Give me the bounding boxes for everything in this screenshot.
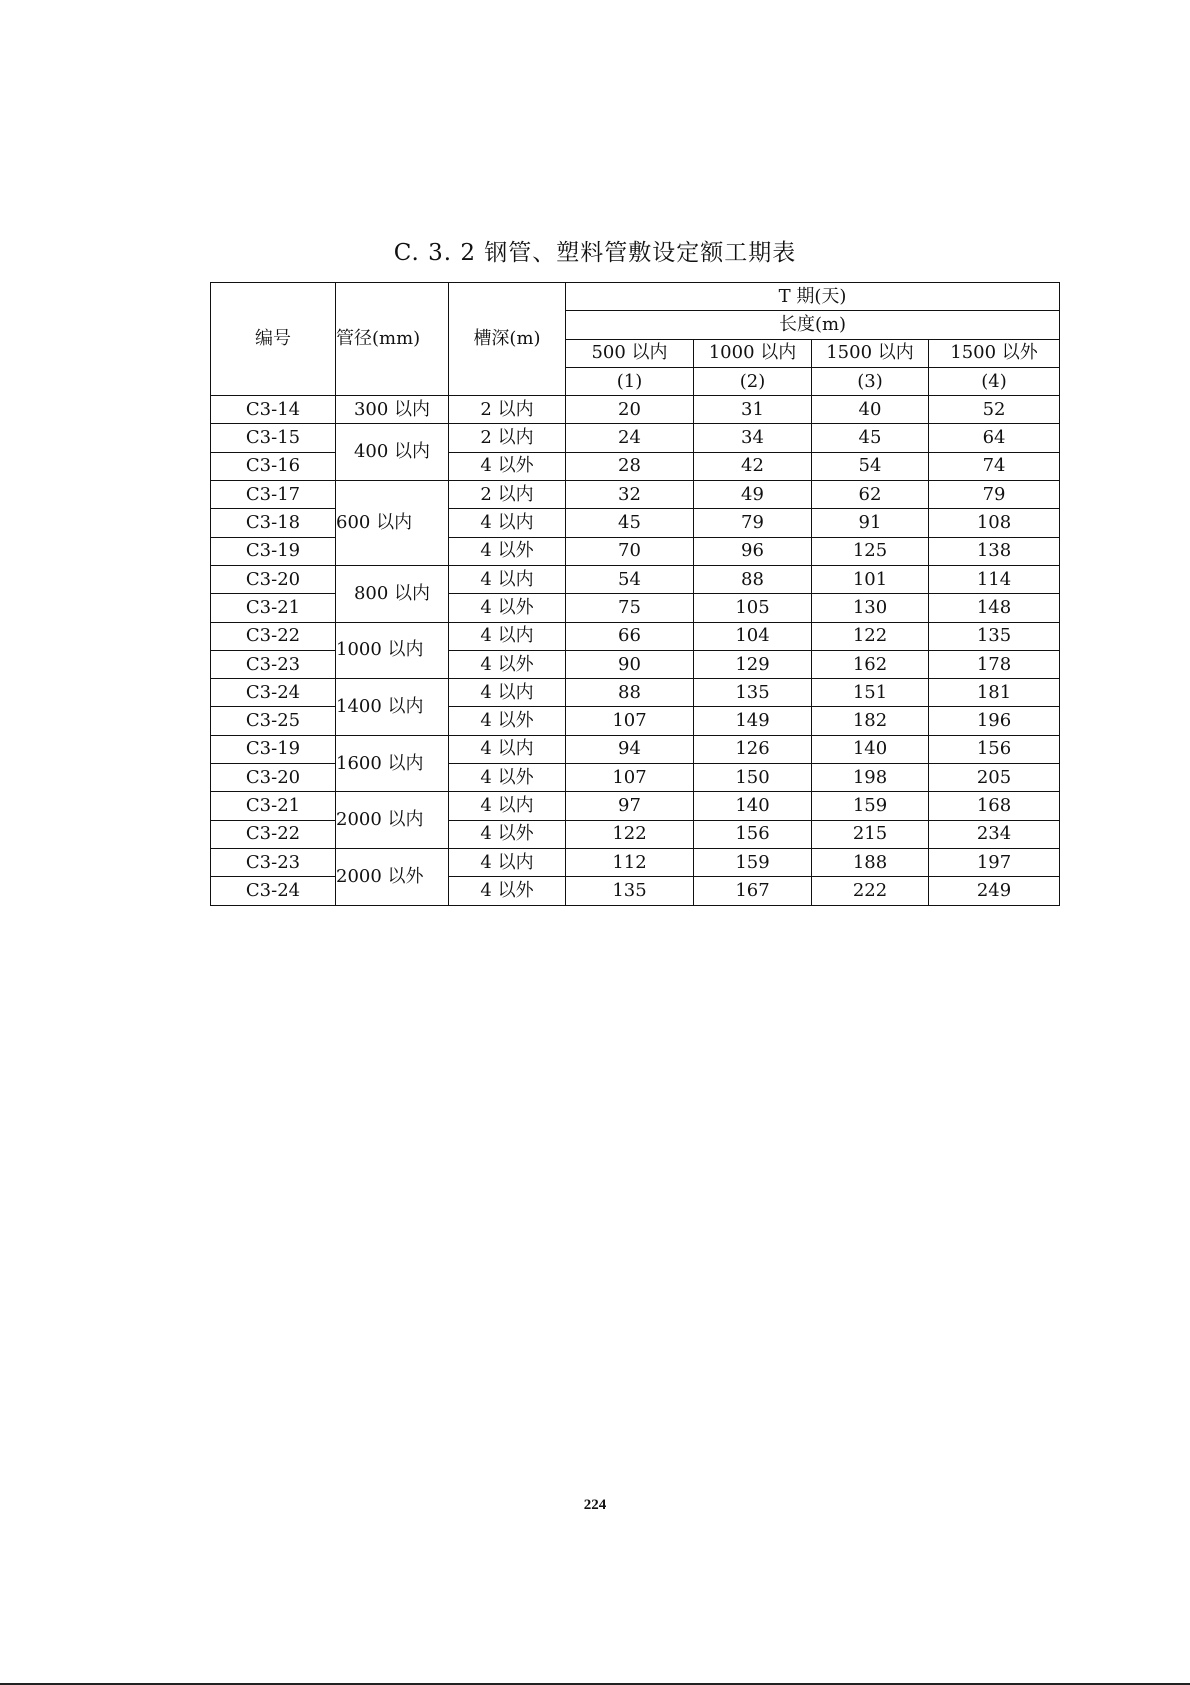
cell-days: 205	[929, 764, 1060, 792]
cell-days: 97	[566, 792, 694, 820]
table-row	[211, 565, 1060, 593]
cell-diameter: 2000 以外	[336, 848, 449, 905]
cell-days: 126	[694, 735, 812, 763]
header-diameter: 管径(mm)	[336, 283, 449, 396]
table-row	[211, 481, 1060, 509]
cell-days: 34	[694, 424, 812, 452]
cell-days: 112	[566, 848, 694, 876]
cell-days: 20	[566, 396, 694, 424]
cell-days: 122	[812, 622, 929, 650]
cell-days: 130	[812, 594, 929, 622]
table-row	[211, 848, 1060, 876]
cell-days: 40	[812, 396, 929, 424]
table-row	[211, 735, 1060, 763]
cell-days: 62	[812, 481, 929, 509]
cell-code: C3-14	[211, 396, 336, 424]
table-title: C. 3. 2 钢管、塑料管敷设定额工期表	[393, 240, 797, 266]
cell-days: 222	[812, 877, 929, 905]
cell-days: 150	[694, 764, 812, 792]
cell-code: C3-20	[211, 764, 336, 792]
cell-diameter: 400 以内	[336, 424, 449, 481]
cell-days: 45	[566, 509, 694, 537]
header-col-number: (4)	[929, 367, 1060, 395]
cell-days: 114	[929, 565, 1060, 593]
cell-code: C3-23	[211, 650, 336, 678]
cell-days: 104	[694, 622, 812, 650]
cell-days: 28	[566, 452, 694, 480]
cell-days: 159	[694, 848, 812, 876]
cell-depth: 4 以外	[449, 650, 566, 678]
cell-days: 148	[929, 594, 1060, 622]
cell-days: 167	[694, 877, 812, 905]
cell-days: 24	[566, 424, 694, 452]
cell-days: 151	[812, 679, 929, 707]
cell-code: C3-24	[211, 877, 336, 905]
cell-depth: 4 以内	[449, 509, 566, 537]
cell-days: 88	[566, 679, 694, 707]
cell-code: C3-20	[211, 565, 336, 593]
cell-days: 135	[694, 679, 812, 707]
cell-days: 140	[812, 735, 929, 763]
cell-depth: 4 以内	[449, 848, 566, 876]
header-col-number: (3)	[812, 367, 929, 395]
cell-code: C3-16	[211, 452, 336, 480]
cell-depth: 4 以外	[449, 537, 566, 565]
cell-days: 75	[566, 594, 694, 622]
cell-code: C3-19	[211, 735, 336, 763]
cell-days: 162	[812, 650, 929, 678]
table-row	[211, 792, 1060, 820]
cell-days: 105	[694, 594, 812, 622]
cell-code: C3-21	[211, 594, 336, 622]
cell-days: 70	[566, 537, 694, 565]
cell-code: C3-15	[211, 424, 336, 452]
header-length-col: 500 以内	[566, 339, 694, 367]
table-body	[211, 396, 1060, 905]
cell-days: 138	[929, 537, 1060, 565]
cell-depth: 4 以内	[449, 792, 566, 820]
cell-code: C3-19	[211, 537, 336, 565]
cell-code: C3-21	[211, 792, 336, 820]
cell-days: 196	[929, 707, 1060, 735]
cell-days: 149	[694, 707, 812, 735]
cell-code: C3-25	[211, 707, 336, 735]
header-col-number: (2)	[694, 367, 812, 395]
cell-diameter: 600 以内	[336, 481, 449, 566]
cell-days: 215	[812, 820, 929, 848]
cell-days: 54	[566, 565, 694, 593]
cell-days: 91	[812, 509, 929, 537]
cell-days: 108	[929, 509, 1060, 537]
header-length: 长度(m)	[566, 311, 1060, 339]
cell-days: 107	[566, 764, 694, 792]
header-code: 编号	[211, 283, 336, 396]
cell-depth: 2 以内	[449, 424, 566, 452]
cell-depth: 2 以内	[449, 396, 566, 424]
cell-diameter: 300 以内	[336, 396, 449, 424]
cell-days: 178	[929, 650, 1060, 678]
cell-code: C3-23	[211, 848, 336, 876]
cell-days: 101	[812, 565, 929, 593]
cell-days: 32	[566, 481, 694, 509]
cell-days: 168	[929, 792, 1060, 820]
cell-depth: 4 以内	[449, 735, 566, 763]
cell-days: 49	[694, 481, 812, 509]
cell-days: 198	[812, 764, 929, 792]
header-length-col: 1000 以内	[694, 339, 812, 367]
header-depth: 槽深(m)	[449, 283, 566, 396]
cell-depth: 4 以外	[449, 820, 566, 848]
cell-diameter: 1000 以内	[336, 622, 449, 679]
cell-diameter: 800 以内	[336, 565, 449, 622]
header-col-number: (1)	[566, 367, 694, 395]
page-number: 224	[583, 1497, 607, 1513]
cell-days: 107	[566, 707, 694, 735]
cell-days: 188	[812, 848, 929, 876]
cell-depth: 4 以外	[449, 707, 566, 735]
cell-days: 125	[812, 537, 929, 565]
table-header	[211, 283, 1060, 396]
cell-days: 234	[929, 820, 1060, 848]
cell-days: 181	[929, 679, 1060, 707]
table-row	[211, 622, 1060, 650]
header-period: T 期(天)	[566, 283, 1060, 311]
cell-days: 159	[812, 792, 929, 820]
cell-days: 42	[694, 452, 812, 480]
cell-code: C3-22	[211, 820, 336, 848]
cell-depth: 4 以内	[449, 622, 566, 650]
table-row	[211, 424, 1060, 452]
cell-days: 79	[694, 509, 812, 537]
cell-diameter: 1400 以内	[336, 679, 449, 736]
cell-days: 156	[929, 735, 1060, 763]
duration-table	[210, 282, 1060, 906]
cell-days: 45	[812, 424, 929, 452]
cell-depth: 4 以内	[449, 565, 566, 593]
cell-depth: 4 以外	[449, 452, 566, 480]
cell-days: 66	[566, 622, 694, 650]
cell-code: C3-24	[211, 679, 336, 707]
cell-depth: 4 以外	[449, 764, 566, 792]
cell-days: 79	[929, 481, 1060, 509]
cell-days: 52	[929, 396, 1060, 424]
cell-depth: 4 以外	[449, 877, 566, 905]
cell-days: 94	[566, 735, 694, 763]
cell-code: C3-18	[211, 509, 336, 537]
cell-days: 129	[694, 650, 812, 678]
cell-days: 140	[694, 792, 812, 820]
cell-days: 88	[694, 565, 812, 593]
cell-days: 96	[694, 537, 812, 565]
cell-days: 135	[929, 622, 1060, 650]
cell-diameter: 2000 以内	[336, 792, 449, 849]
cell-depth: 4 以外	[449, 594, 566, 622]
cell-days: 31	[694, 396, 812, 424]
table-row	[211, 396, 1060, 424]
cell-code: C3-17	[211, 481, 336, 509]
cell-days: 54	[812, 452, 929, 480]
cell-days: 197	[929, 848, 1060, 876]
cell-depth: 2 以内	[449, 481, 566, 509]
header-length-col: 1500 以内	[812, 339, 929, 367]
cell-days: 90	[566, 650, 694, 678]
cell-days: 249	[929, 877, 1060, 905]
cell-days: 74	[929, 452, 1060, 480]
cell-code: C3-22	[211, 622, 336, 650]
cell-depth: 4 以内	[449, 679, 566, 707]
cell-days: 64	[929, 424, 1060, 452]
cell-days: 122	[566, 820, 694, 848]
cell-days: 182	[812, 707, 929, 735]
cell-days: 135	[566, 877, 694, 905]
cell-diameter: 1600 以内	[336, 735, 449, 792]
table-row	[211, 679, 1060, 707]
cell-days: 156	[694, 820, 812, 848]
header-length-col: 1500 以外	[929, 339, 1060, 367]
